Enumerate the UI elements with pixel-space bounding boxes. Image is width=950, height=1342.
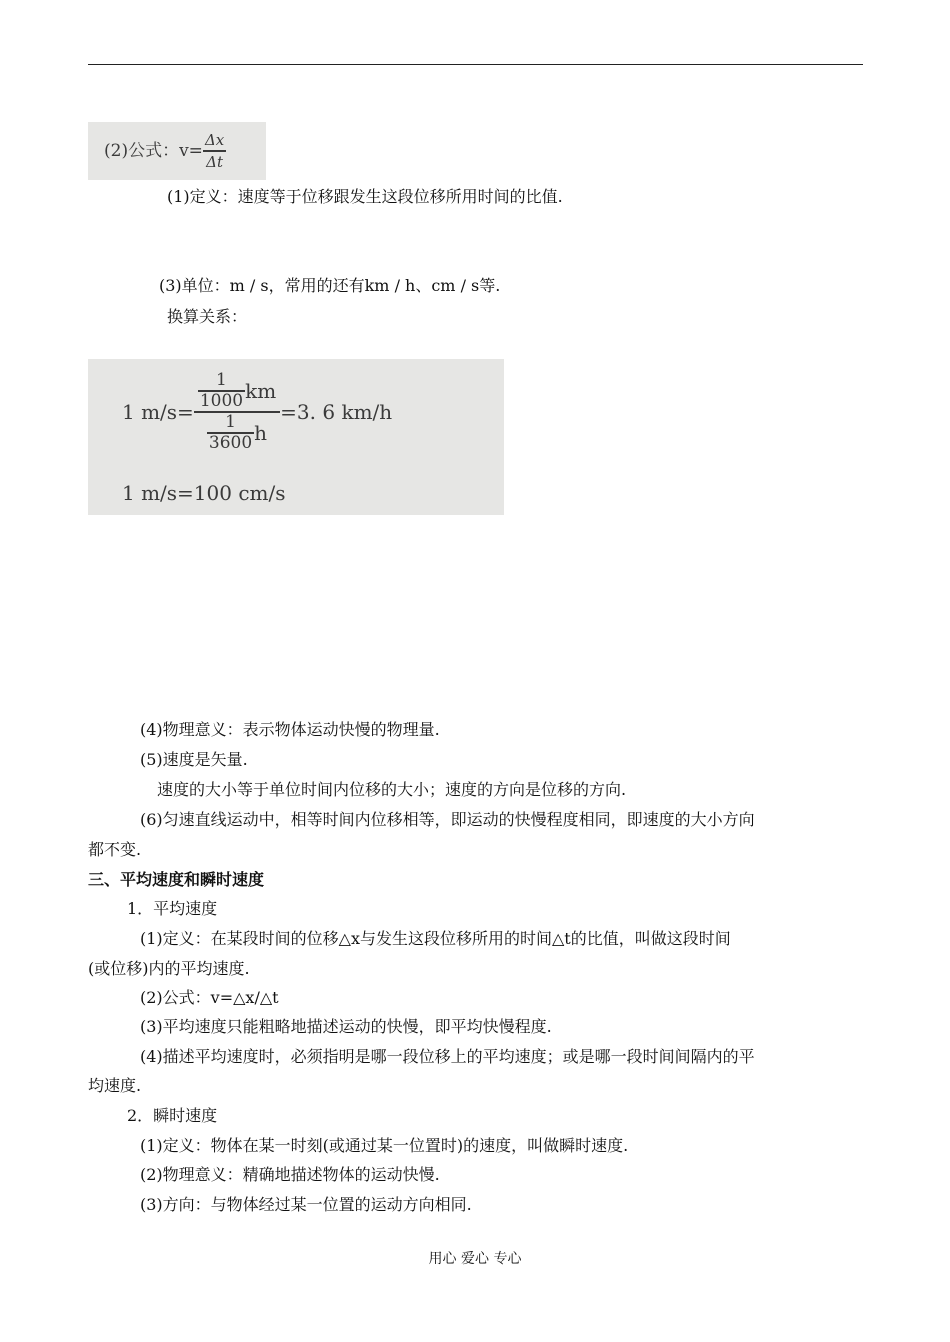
average-note-a: (4)描述平均速度时，必须指明是哪一段位移上的平均速度；或是哪一段时间间隔内的平 (140, 1047, 755, 1066)
frac2-denominator: 3600 (208, 433, 253, 453)
frac2-unit: h (254, 421, 268, 445)
conversion-label: 换算关系： (167, 307, 248, 326)
frac2-numerator: 1 (207, 413, 254, 434)
instant-meaning: (2)物理意义：精确地描述物体的运动快慢. (140, 1165, 440, 1184)
instant-definition: (1)定义：物体在某一时刻(或通过某一位置时)的速度，叫做瞬时速度. (140, 1136, 629, 1155)
section-heading: 三、平均速度和瞬时速度 (88, 870, 265, 889)
vector-detail-line: 速度的大小等于单位时间内位移的大小；速度的方向是位移的方向. (157, 780, 627, 799)
average-note-b: 均速度. (88, 1076, 142, 1095)
formula-numerator: Δx (203, 130, 226, 152)
average-definition-a: (1)定义：在某段时间的位移△x与发生这段位移所用的时间△t的比值，叫做这段时间 (140, 929, 731, 948)
average-formula: (2)公式：v=△x/△t (140, 988, 279, 1007)
instant-speed-title: 2．瞬时速度 (127, 1106, 218, 1125)
formula-denominator: Δt (206, 153, 224, 171)
meaning-line: (4)物理意义：表示物体运动快慢的物理量. (140, 720, 440, 739)
page-footer: 用心 爱心 专心 (428, 1251, 522, 1267)
formula-image (88, 122, 266, 180)
conversion-image (88, 359, 504, 515)
frac1-unit: km (245, 379, 277, 403)
average-definition-b: (或位移)内的平均速度. (88, 959, 250, 978)
conversion-left: 1 m/s= (122, 400, 194, 424)
definition-line: (1)定义：速度等于位移跟发生这段位移所用时间的比值. (167, 187, 563, 206)
average-rough: (3)平均速度只能粗略地描述运动的快慢，即平均快慢程度. (140, 1017, 552, 1036)
vector-line: (5)速度是矢量. (140, 750, 248, 769)
formula-prefix: (2)公式：v= (104, 141, 203, 161)
unit-line: (3)单位：m / s，常用的还有km / h、cm / s等. (159, 276, 501, 295)
uniform-line-a: (6)匀速直线运动中，相等时间内位移相等，即运动的快慢程度相同，即速度的大小方向 (140, 810, 755, 829)
conversion-right: =3. 6 km/h (280, 400, 393, 424)
average-speed-title: 1．平均速度 (127, 899, 218, 918)
instant-direction: (3)方向：与物体经过某一位置的运动方向相同. (140, 1195, 472, 1214)
header-rule (88, 64, 863, 65)
conversion-line2: 1 m/s=100 cm/s (122, 481, 286, 505)
frac1-numerator: 1 (198, 371, 245, 392)
frac1-denominator: 1000 (199, 391, 244, 411)
uniform-line-b: 都不变. (88, 840, 142, 859)
